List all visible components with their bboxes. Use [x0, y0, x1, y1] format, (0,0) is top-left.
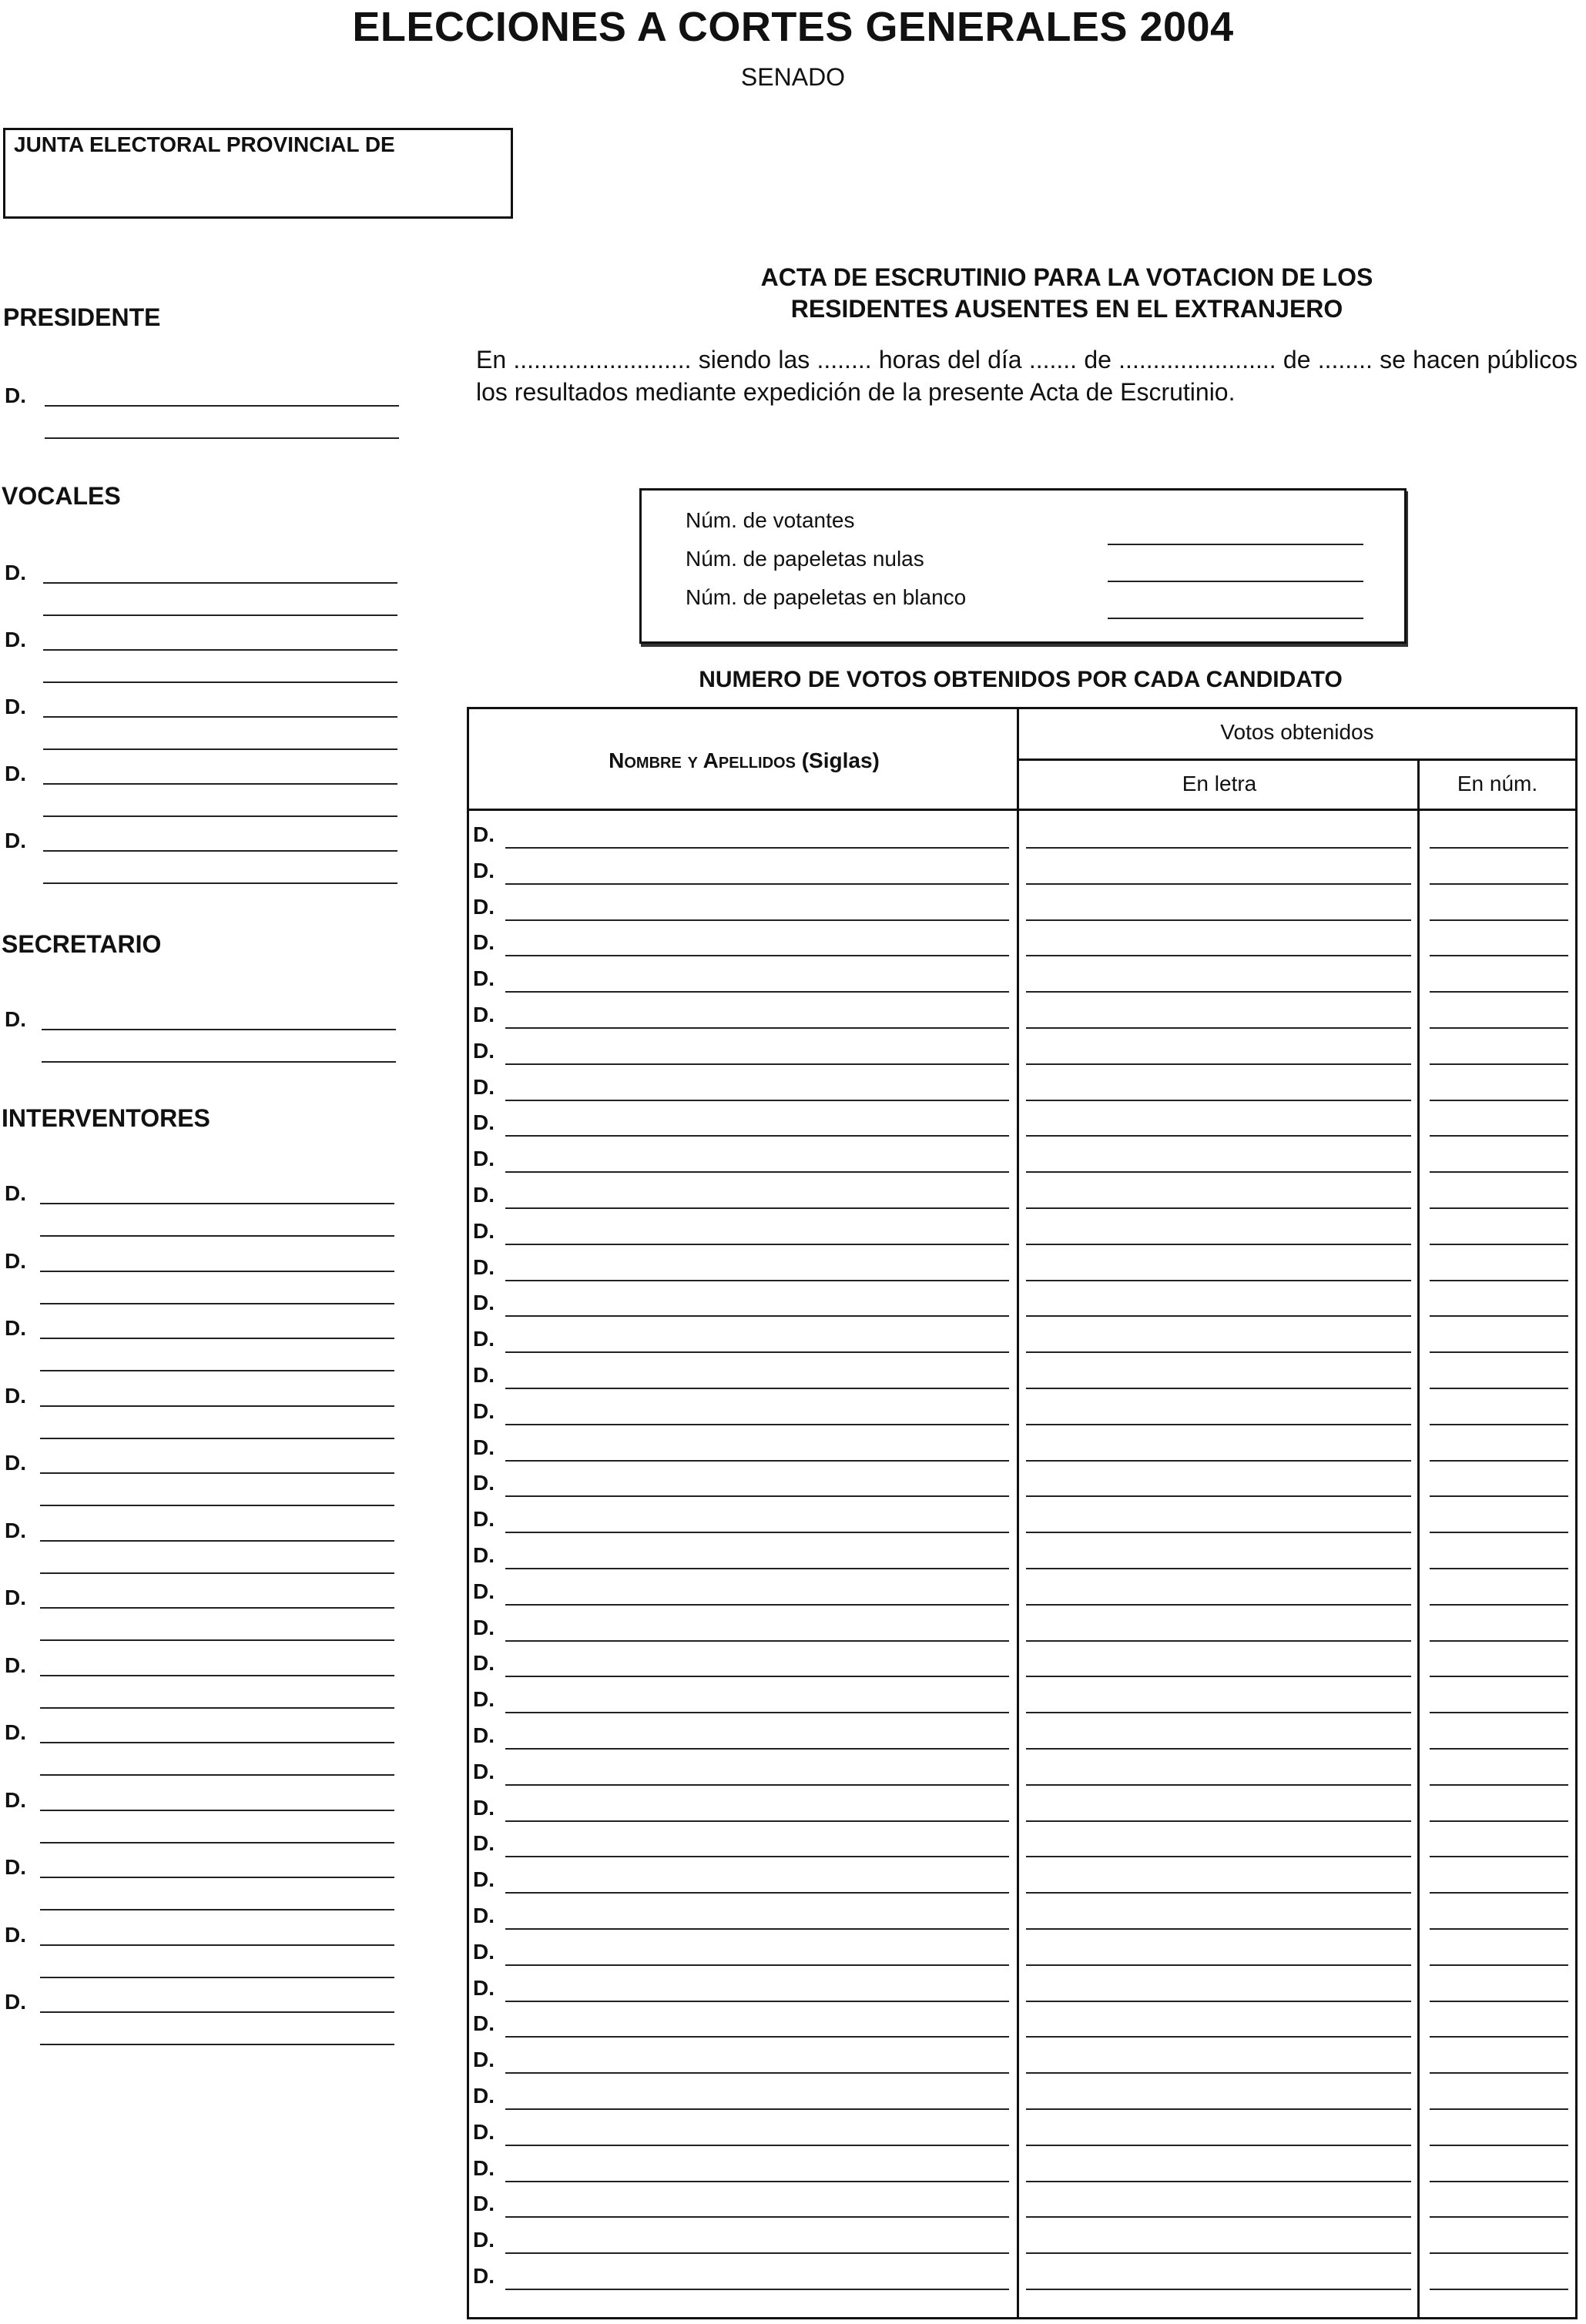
- table-row-num-field[interactable]: [1430, 1568, 1568, 1569]
- table-row-num-field[interactable]: [1430, 1604, 1568, 1606]
- vocal-3-signature-line-2[interactable]: [43, 748, 397, 750]
- votantes-field[interactable]: [1108, 544, 1363, 545]
- table-row-d-label: D.: [473, 1183, 495, 1207]
- blanco-field[interactable]: [1108, 618, 1363, 619]
- table-row-num-field[interactable]: [1430, 1207, 1568, 1209]
- interventor-7-signature-line-2[interactable]: [40, 1639, 394, 1641]
- table-row-letra-field[interactable]: [1026, 1640, 1411, 1642]
- table-row-d-label: D.: [473, 2264, 495, 2288]
- interventor-10-signature-line-1[interactable]: [40, 1810, 394, 1811]
- interventor-7-d-label: D.: [5, 1586, 26, 1609]
- table-row-nombre-field[interactable]: [505, 1207, 1009, 1209]
- table-row-letra-field[interactable]: [1026, 883, 1411, 885]
- table-row-letra-field[interactable]: [1026, 2145, 1411, 2146]
- table-row-d-label: D.: [473, 1218, 495, 1243]
- vocal-1-signature-line-1[interactable]: [43, 582, 397, 584]
- table-row-letra-field[interactable]: [1026, 847, 1411, 849]
- table-row-nombre-field[interactable]: [505, 1280, 1009, 1281]
- table-row-letra-field[interactable]: [1026, 1820, 1411, 1822]
- vocal-2-signature-line-2[interactable]: [43, 681, 397, 683]
- table-row-nombre-field[interactable]: [505, 1712, 1009, 1713]
- vocal-1-d-label: D.: [5, 561, 26, 584]
- table-row-letra-field[interactable]: [1026, 1351, 1411, 1353]
- table-row-num-field[interactable]: [1430, 1351, 1568, 1353]
- table-row-nombre-field[interactable]: [505, 847, 1009, 849]
- table-row-nombre-field[interactable]: [505, 2181, 1009, 2182]
- table-row-letra-field[interactable]: [1026, 1784, 1411, 1786]
- table-row-d-label: D.: [473, 2084, 495, 2108]
- interventor-5-signature-line-2[interactable]: [40, 1505, 394, 1506]
- interventor-10-signature-line-2[interactable]: [40, 1842, 394, 1843]
- table-row-letra-field[interactable]: [1026, 955, 1411, 956]
- table-row-nombre-field[interactable]: [505, 1424, 1009, 1425]
- table-row-letra-field[interactable]: [1026, 1100, 1411, 1101]
- table-row-num-field[interactable]: [1430, 2108, 1568, 2110]
- table-row-num-field[interactable]: [1430, 2289, 1568, 2290]
- table-row-letra-field[interactable]: [1026, 2181, 1411, 2182]
- table-row-letra-field[interactable]: [1026, 1460, 1411, 1462]
- interventores-heading: INTERVENTORES: [2, 1104, 210, 1132]
- table-row-d-label: D.: [473, 894, 495, 919]
- interventor-9-signature-line-2[interactable]: [40, 1774, 394, 1776]
- table-row-d-label: D.: [473, 1074, 495, 1099]
- vocal-3-d-label: D.: [5, 695, 26, 718]
- table-row-letra-field[interactable]: [1026, 1063, 1411, 1065]
- nulas-label: Núm. de papeletas nulas: [686, 547, 924, 571]
- interventor-2-signature-line-1[interactable]: [40, 1271, 394, 1272]
- table-row-d-label: D.: [473, 1363, 495, 1387]
- interventor-8-d-label: D.: [5, 1653, 26, 1677]
- table-row-letra-field[interactable]: [1026, 919, 1411, 921]
- table-row-num-field[interactable]: [1430, 1856, 1568, 1857]
- table-row-num-field[interactable]: [1430, 1532, 1568, 1533]
- table-row-nombre-field[interactable]: [505, 2252, 1009, 2254]
- table-row-d-label: D.: [473, 1398, 495, 1423]
- table-row-nombre-field[interactable]: [505, 1964, 1009, 1966]
- secretario-signature-line-2[interactable]: [42, 1061, 396, 1063]
- table-row-nombre-field[interactable]: [505, 1460, 1009, 1462]
- table-row-letra-field[interactable]: [1026, 1604, 1411, 1606]
- table-row-d-label: D.: [473, 1254, 495, 1279]
- table-row-nombre-field[interactable]: [505, 1135, 1009, 1137]
- table-row-num-field[interactable]: [1430, 1280, 1568, 1281]
- table-row-nombre-field[interactable]: [505, 1784, 1009, 1786]
- table-row-d-label: D.: [473, 1795, 495, 1820]
- table-row-num-field[interactable]: [1430, 1495, 1568, 1497]
- table-row-d-label: D.: [473, 1003, 495, 1026]
- interventor-4-signature-line-2[interactable]: [40, 1438, 394, 1439]
- table-row-nombre-field[interactable]: [505, 1244, 1009, 1245]
- column-header-letra: En letra: [1182, 772, 1257, 795]
- table-row-nombre-field[interactable]: [505, 2001, 1009, 2002]
- table-row-nombre-field[interactable]: [505, 1892, 1009, 1894]
- vocal-2-d-label: D.: [5, 628, 26, 651]
- votantes-label: Núm. de votantes: [686, 508, 855, 532]
- interventor-12-d-label: D.: [5, 1922, 26, 1947]
- interventor-9-signature-line-1[interactable]: [40, 1742, 394, 1743]
- table-row-nombre-field[interactable]: [505, 1063, 1009, 1065]
- table-row-d-label: D.: [473, 1147, 495, 1171]
- table-row-nombre-field[interactable]: [505, 1856, 1009, 1857]
- acta-title-line-1: ACTA DE ESCRUTINIO PARA LA VOTACION DE LOS: [760, 263, 1373, 291]
- table-row-num-field[interactable]: [1430, 1135, 1568, 1137]
- table-row-num-field[interactable]: [1430, 883, 1568, 885]
- table-row-nombre-field[interactable]: [505, 1532, 1009, 1533]
- table-row-nombre-field[interactable]: [505, 1495, 1009, 1497]
- table-divider-num: [1417, 759, 1420, 2319]
- table-row-d-label: D.: [473, 1687, 495, 1712]
- nulas-field[interactable]: [1108, 581, 1363, 582]
- table-row-nombre-field[interactable]: [505, 2108, 1009, 2110]
- table-row-letra-field[interactable]: [1026, 1388, 1411, 1389]
- table-row-num-field[interactable]: [1430, 1712, 1568, 1713]
- interventor-11-signature-line-1[interactable]: [40, 1877, 394, 1878]
- table-row-num-field[interactable]: [1430, 991, 1568, 993]
- vocales-heading: VOCALES: [2, 482, 121, 510]
- table-row-nombre-field[interactable]: [505, 2145, 1009, 2146]
- table-row-nombre-field[interactable]: [505, 2289, 1009, 2290]
- interventor-6-d-label: D.: [5, 1518, 26, 1542]
- interventor-8-signature-line-1[interactable]: [40, 1675, 394, 1676]
- table-row-num-field[interactable]: [1430, 1027, 1568, 1029]
- table-row-num-field[interactable]: [1430, 2216, 1568, 2218]
- interventor-8-signature-line-2[interactable]: [40, 1707, 394, 1709]
- table-row-d-label: D.: [473, 930, 495, 955]
- table-row-num-field[interactable]: [1430, 847, 1568, 849]
- interventor-13-signature-line-1[interactable]: [40, 2011, 394, 2013]
- table-row-letra-field[interactable]: [1026, 1424, 1411, 1425]
- table-row-d-label: D.: [473, 822, 495, 846]
- table-row-d-label: D.: [473, 1038, 495, 1063]
- table-row-num-field[interactable]: [1430, 1784, 1568, 1786]
- table-row-letra-field[interactable]: [1026, 2289, 1411, 2290]
- table-row-num-field[interactable]: [1430, 1460, 1568, 1462]
- table-row-nombre-field[interactable]: [505, 991, 1009, 993]
- vocal-3-signature-line-1[interactable]: [43, 716, 397, 718]
- table-row-d-label: D.: [473, 1723, 495, 1747]
- table-row-d-label: D.: [473, 1831, 495, 1856]
- vocal-1-signature-line-2[interactable]: [43, 614, 397, 616]
- vocal-4-signature-line-2[interactable]: [43, 815, 397, 817]
- table-row-nombre-field[interactable]: [505, 2216, 1009, 2218]
- table-row-letra-field[interactable]: [1026, 1315, 1411, 1317]
- table-row-nombre-field[interactable]: [505, 1568, 1009, 1569]
- vocal-4-signature-line-1[interactable]: [43, 783, 397, 785]
- blanco-label: Núm. de papeletas en blanco: [686, 585, 967, 609]
- interventor-7-signature-line-1[interactable]: [40, 1607, 394, 1609]
- table-row-d-label: D.: [473, 2155, 495, 2180]
- interventor-6-signature-line-2[interactable]: [40, 1572, 394, 1574]
- table-row-letra-field[interactable]: [1026, 1964, 1411, 1966]
- interventor-1-signature-line-2[interactable]: [40, 1235, 394, 1237]
- votos-table-title: NUMERO DE VOTOS OBTENIDOS POR CADA CANDIDATO: [699, 667, 1343, 692]
- table-row-letra-field[interactable]: [1026, 1712, 1411, 1713]
- table-row-num-field[interactable]: [1430, 2181, 1568, 2182]
- presidente-heading: PRESIDENTE: [3, 303, 161, 331]
- table-row-num-field[interactable]: [1430, 1171, 1568, 1173]
- interventor-4-signature-line-1[interactable]: [40, 1405, 394, 1407]
- table-row-d-label: D.: [473, 1507, 495, 1532]
- interventor-3-signature-line-2[interactable]: [40, 1370, 394, 1371]
- table-row-d-label: D.: [473, 858, 495, 882]
- table-row-nombre-field[interactable]: [505, 2072, 1009, 2074]
- table-row-d-label: D.: [473, 2048, 495, 2072]
- table-row-letra-field[interactable]: [1026, 1892, 1411, 1894]
- table-row-letra-field[interactable]: [1026, 1207, 1411, 1209]
- table-row-letra-field[interactable]: [1026, 991, 1411, 993]
- interventor-5-signature-line-1[interactable]: [40, 1472, 394, 1474]
- table-row-num-field[interactable]: [1430, 1928, 1568, 1930]
- table-row-num-field[interactable]: [1430, 919, 1568, 921]
- table-row-d-label: D.: [473, 1904, 495, 1927]
- table-row-letra-field[interactable]: [1026, 2072, 1411, 2074]
- table-row-d-label: D.: [473, 966, 495, 991]
- table-row-num-field[interactable]: [1430, 1315, 1568, 1317]
- table-row-d-label: D.: [473, 1651, 495, 1676]
- page-subtitle: SENADO: [740, 63, 846, 91]
- table-row-num-field[interactable]: [1430, 1820, 1568, 1822]
- interventor-1-d-label: D.: [5, 1181, 26, 1205]
- acta-paragraph: En .......................... siendo las ........ horas del día ....... de ....................... de ........ se hacen públicos los resultados mediante expedición de la presente Acta de Escrutinio.: [476, 346, 1578, 406]
- table-row-d-label: D.: [473, 1471, 495, 1495]
- table-row-letra-field[interactable]: [1026, 2108, 1411, 2110]
- table-row-letra-field[interactable]: [1026, 2036, 1411, 2038]
- interventor-13-d-label: D.: [5, 1990, 26, 2014]
- table-row-letra-field[interactable]: [1026, 1856, 1411, 1857]
- interventor-5-d-label: D.: [5, 1451, 26, 1475]
- table-row-num-field[interactable]: [1430, 1100, 1568, 1101]
- interventor-11-signature-line-2[interactable]: [40, 1909, 394, 1910]
- table-row-nombre-field[interactable]: [505, 1748, 1009, 1750]
- presidente-d-label: D.: [5, 383, 26, 407]
- table-row-d-label: D.: [473, 1759, 495, 1783]
- table-divider-nombre: [1017, 707, 1019, 2319]
- table-row-num-field[interactable]: [1430, 1640, 1568, 1642]
- table-row-num-field[interactable]: [1430, 1748, 1568, 1750]
- table-row-num-field[interactable]: [1430, 1244, 1568, 1245]
- vocal-2-signature-line-1[interactable]: [43, 649, 397, 651]
- table-row-num-field[interactable]: [1430, 2001, 1568, 2002]
- interventor-4-d-label: D.: [5, 1383, 26, 1408]
- table-row-nombre-field[interactable]: [505, 1388, 1009, 1389]
- secretario-heading: SECRETARIO: [2, 930, 162, 958]
- column-header-nombre: [470, 748, 1018, 773]
- table-row-nombre-field[interactable]: [505, 1928, 1009, 1930]
- table-row-letra-field[interactable]: [1026, 1748, 1411, 1750]
- presidente-signature-line-2[interactable]: [45, 437, 399, 439]
- table-row-nombre-field[interactable]: [505, 1315, 1009, 1317]
- table-row-d-label: D.: [473, 1110, 495, 1135]
- acta-title: [431, 262, 1586, 325]
- table-row-letra-field[interactable]: [1026, 2001, 1411, 2002]
- interventor-9-d-label: D.: [5, 1720, 26, 1744]
- table-row-nombre-field[interactable]: [505, 1820, 1009, 1822]
- table-row-nombre-field[interactable]: [505, 1171, 1009, 1173]
- interventor-12-signature-line-1[interactable]: [40, 1944, 394, 1946]
- table-row-nombre-field[interactable]: [505, 955, 1009, 956]
- table-row-letra-field[interactable]: [1026, 1244, 1411, 1245]
- table-row-nombre-field[interactable]: [505, 2036, 1009, 2038]
- table-row-d-label: D.: [473, 1615, 495, 1639]
- table-row-letra-field[interactable]: [1026, 1532, 1411, 1533]
- vocal-5-signature-line-2[interactable]: [43, 882, 397, 884]
- table-row-num-field[interactable]: [1430, 955, 1568, 956]
- junta-label: JUNTA ELECTORAL PROVINCIAL DE: [14, 132, 395, 156]
- table-header-bottom: [467, 809, 1578, 811]
- table-row-nombre-field[interactable]: [505, 883, 1009, 885]
- table-row-nombre-field[interactable]: [505, 1100, 1009, 1101]
- presidente-signature-line-1[interactable]: [45, 405, 399, 407]
- interventor-12-signature-line-2[interactable]: [40, 1977, 394, 1978]
- interventor-3-signature-line-1[interactable]: [40, 1338, 394, 1339]
- table-row-d-label: D.: [473, 1975, 495, 2000]
- column-header-votos: Votos obtenidos: [1220, 720, 1374, 744]
- column-header-siglas: (Siglas): [801, 748, 880, 772]
- vocal-5-signature-line-1[interactable]: [43, 850, 397, 852]
- table-row-d-label: D.: [473, 1291, 495, 1315]
- interventor-11-d-label: D.: [5, 1855, 26, 1879]
- table-row-letra-field[interactable]: [1026, 1568, 1411, 1569]
- interventor-1-signature-line-1[interactable]: [40, 1203, 394, 1204]
- vocal-5-d-label: D.: [5, 829, 26, 852]
- table-row-d-label: D.: [473, 2192, 495, 2216]
- table-row-num-field[interactable]: [1430, 2252, 1568, 2254]
- table-row-letra-field[interactable]: [1026, 1280, 1411, 1281]
- table-row-d-label: D.: [473, 2011, 495, 2036]
- table-row-letra-field[interactable]: [1026, 1135, 1411, 1137]
- table-row-d-label: D.: [473, 1327, 495, 1351]
- table-row-nombre-field[interactable]: [505, 1640, 1009, 1642]
- table-row-nombre-field[interactable]: [505, 1604, 1009, 1606]
- acta-title-line-2: RESIDENTES AUSENTES EN EL EXTRANJERO: [790, 295, 1343, 323]
- table-row-d-label: D.: [473, 2119, 495, 2144]
- vocal-4-d-label: D.: [5, 762, 26, 785]
- interventor-6-signature-line-1[interactable]: [40, 1540, 394, 1542]
- table-row-d-label: D.: [473, 1939, 495, 1964]
- table-row-nombre-field[interactable]: [505, 1027, 1009, 1029]
- table-row-nombre-field[interactable]: [505, 1676, 1009, 1677]
- table-row-nombre-field[interactable]: [505, 1351, 1009, 1353]
- secretario-d-label: D.: [5, 1007, 26, 1031]
- interventor-3-d-label: D.: [5, 1316, 26, 1340]
- interventor-13-signature-line-2[interactable]: [40, 2044, 394, 2045]
- table-row-num-field[interactable]: [1430, 2145, 1568, 2146]
- table-row-d-label: D.: [473, 1579, 495, 1603]
- table-row-d-label: D.: [473, 1543, 495, 1567]
- table-row-letra-field[interactable]: [1026, 1676, 1411, 1677]
- table-row-letra-field[interactable]: [1026, 1171, 1411, 1173]
- table-row-num-field[interactable]: [1430, 1964, 1568, 1966]
- interventor-2-d-label: D.: [5, 1248, 26, 1273]
- table-row-num-field[interactable]: [1430, 1892, 1568, 1894]
- secretario-signature-line-1[interactable]: [42, 1029, 396, 1030]
- table-row-letra-field[interactable]: [1026, 1027, 1411, 1029]
- interventor-2-signature-line-2[interactable]: [40, 1303, 394, 1304]
- table-row-num-field[interactable]: [1430, 1063, 1568, 1065]
- column-header-num: En núm.: [1457, 772, 1538, 795]
- table-row-letra-field[interactable]: [1026, 2216, 1411, 2218]
- table-row-d-label: D.: [473, 1867, 495, 1892]
- table-row-num-field[interactable]: [1430, 2072, 1568, 2074]
- interventor-10-d-label: D.: [5, 1787, 26, 1812]
- table-row-letra-field[interactable]: [1026, 1928, 1411, 1930]
- table-row-num-field[interactable]: [1430, 2036, 1568, 2038]
- column-header-nombre-text: Nombre y Apellidos: [609, 748, 796, 772]
- votos-table: [467, 707, 1578, 2319]
- table-row-d-label: D.: [473, 2228, 495, 2252]
- table-row-letra-field[interactable]: [1026, 1495, 1411, 1497]
- table-row-letra-field[interactable]: [1026, 2252, 1411, 2254]
- table-divider-votos: [1017, 758, 1578, 761]
- table-row-num-field[interactable]: [1430, 1676, 1568, 1677]
- table-row-nombre-field[interactable]: [505, 919, 1009, 921]
- page-title: ELECCIONES A CORTES GENERALES 2004: [352, 4, 1234, 50]
- table-row-num-field[interactable]: [1430, 1424, 1568, 1425]
- table-row-num-field[interactable]: [1430, 1388, 1568, 1389]
- table-row-d-label: D.: [473, 1435, 495, 1459]
